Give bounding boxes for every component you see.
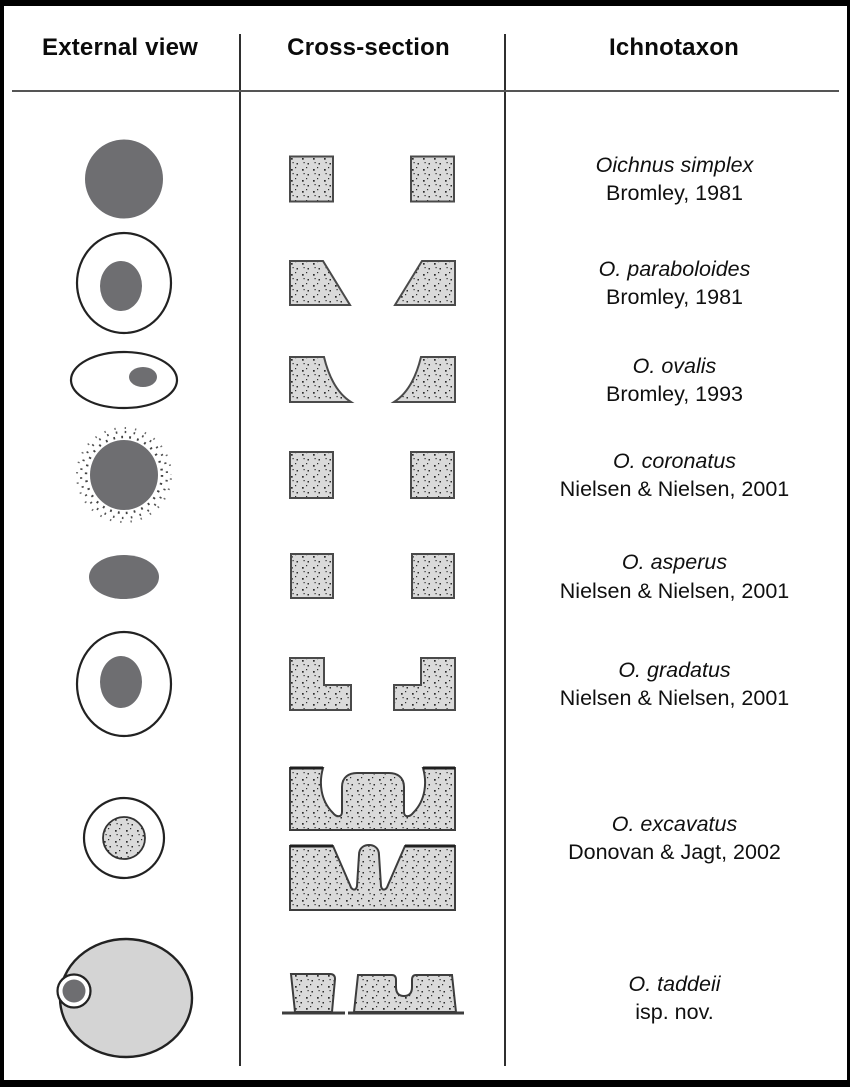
taxon-row-asperus: [8, 534, 844, 619]
simplex-cross-section-icon: [289, 155, 456, 203]
taxon-authority: Bromley, 1993: [605, 382, 744, 406]
ichnotaxon-cell: [505, 230, 844, 336]
ovalis-cross-section-icon: [289, 356, 456, 404]
excavatus-cross-section-upper-icon: [289, 765, 456, 831]
taxon-row-excavatus: [8, 744, 844, 932]
gradatus-cross-section-icon: [289, 657, 456, 712]
taxon-authority: Bromley, 1981: [605, 181, 744, 205]
cross-section-cell: [240, 534, 505, 619]
ichnotaxon-cell: [505, 534, 844, 619]
header-row: [4, 34, 847, 62]
external-view-cell: [8, 421, 240, 529]
external-view-cell: [8, 339, 240, 421]
cross-section-cell: [240, 628, 505, 740]
simplex-external-icon: [79, 137, 169, 221]
header-underline: [12, 90, 839, 92]
external-view-cell: [8, 932, 240, 1064]
taxon-row-simplex: [8, 124, 844, 234]
external-view-cell: [8, 230, 240, 336]
coronatus-external-icon: [71, 422, 177, 528]
asperus-cross-section-icon: [289, 553, 456, 600]
taxon-row-ovalis: [8, 339, 844, 421]
taxon-authority: Nielsen & Nielsen, 2001: [559, 477, 790, 501]
taxon-row-taddeii: [8, 932, 844, 1064]
external-view-cell: [8, 124, 240, 234]
taxon-name: Oichnus simplex: [595, 152, 754, 177]
taxon-name: O. asperus: [621, 550, 728, 575]
taxon-authority: Donovan & Jagt, 2002: [568, 840, 781, 864]
cross-section-cell: [240, 932, 505, 1064]
taxon-row-coronatus: [8, 421, 844, 529]
cross-section-cell: [240, 421, 505, 529]
taxon-name: O. gradatus: [618, 657, 731, 682]
cross-section-cell: [240, 744, 505, 932]
ichnotaxon-cell: [505, 339, 844, 421]
taxon-name: O. ovalis: [632, 353, 717, 378]
header-ichnotaxon: Ichnotaxon: [608, 34, 739, 61]
ichnotaxon-cell: [505, 628, 844, 740]
taxon-authority: isp. nov.: [635, 1000, 714, 1024]
external-view-cell: [8, 534, 240, 619]
taxon-row-paraboloides: [8, 230, 844, 336]
ichnotaxon-cell: [505, 421, 844, 529]
cross-section-cell: [240, 230, 505, 336]
excavatus-external-icon: [80, 794, 168, 882]
ovalis-external-icon: [67, 349, 181, 411]
cross-section-cell: [240, 124, 505, 234]
taxon-authority: Bromley, 1981: [605, 285, 744, 309]
external-view-cell: [8, 628, 240, 740]
ichnotaxon-cell: [505, 124, 844, 234]
taddeii-external-icon: [53, 935, 195, 1061]
taddeii-cross-section-icon: [282, 972, 464, 1024]
taxon-name: O. paraboloides: [598, 256, 751, 281]
taxon-name: O. coronatus: [612, 448, 737, 473]
excavatus-cross-section-lower-icon: [289, 842, 456, 911]
ichnotaxon-cell: [505, 744, 844, 932]
cross-section-cell: [240, 339, 505, 421]
gradatus-external-icon: [73, 629, 175, 739]
header-cross-section: Cross-section: [287, 34, 450, 61]
paraboloides-cross-section-icon: [289, 260, 456, 307]
coronatus-cross-section-icon: [289, 451, 456, 500]
paraboloides-external-icon: [73, 230, 175, 336]
taxon-name: O. excavatus: [611, 811, 738, 836]
external-view-cell: [8, 744, 240, 932]
taxon-authority: Nielsen & Nielsen, 2001: [559, 578, 790, 603]
taxon-name: O. taddeii: [628, 971, 721, 996]
taxon-row-gradatus: [8, 628, 844, 740]
header-external-view: External view: [41, 34, 198, 61]
ichnotaxon-cell: [505, 932, 844, 1064]
taxon-authority: Nielsen & Nielsen, 2001: [559, 686, 790, 710]
asperus-external-icon: [86, 553, 162, 601]
